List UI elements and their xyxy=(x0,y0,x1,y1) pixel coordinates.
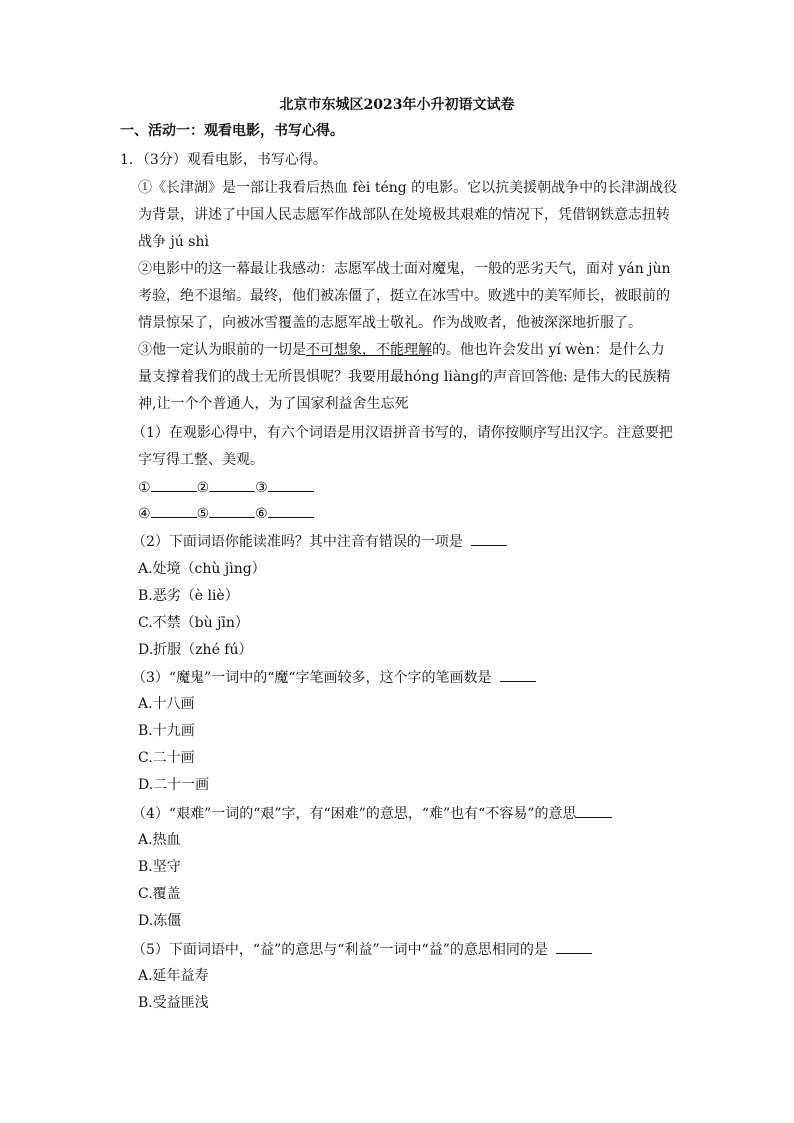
page-title: 北京市东城区2023年小升初语文试卷 xyxy=(279,97,515,113)
answer-blank[interactable] xyxy=(500,667,536,682)
answer-blank[interactable] xyxy=(471,531,507,546)
option: B.受益匪浅 xyxy=(138,995,209,1011)
passage-line: 情景惊呆了，向被冰雪覆盖的志愿军战士敬礼。作为战败者，他被深深地折服了。 xyxy=(138,315,642,331)
section-heading: 一、活动一：观看电影，书写心得。 xyxy=(120,123,344,139)
question-text: （3）“魔鬼”一词中的“魔“字笔画较多，这个字的笔画数是 xyxy=(132,670,492,686)
answer-blank[interactable] xyxy=(151,477,197,492)
question-text: （4）“艰难”一词的“艰”字，有“困难”的意思，“难”也有“不容易”的意思 xyxy=(132,806,577,822)
answer-blank[interactable] xyxy=(209,503,255,518)
answer-blank[interactable] xyxy=(556,939,592,954)
sub-question-4 xyxy=(132,803,612,824)
answer-row xyxy=(138,503,314,524)
option: D.冻僵 xyxy=(138,913,182,929)
option: B.十九画 xyxy=(138,723,195,739)
option: D.二十一画 xyxy=(138,777,210,793)
option: A.延年益寿 xyxy=(138,968,209,984)
sub-question-5 xyxy=(132,939,592,960)
answer-label: ① xyxy=(138,480,151,496)
passage-line: 战争 jú shì xyxy=(138,234,209,250)
option: A.处境（chù jìng） xyxy=(138,561,266,577)
answer-blank[interactable] xyxy=(268,477,314,492)
sub-question-1: （1）在观影心得中，有六个词语是用汉语拼音书写的，请你按顺序写出汉字。注意要把 xyxy=(132,425,673,441)
answer-label: ④ xyxy=(138,506,151,522)
answer-blank[interactable] xyxy=(268,503,314,518)
passage-line: ②电影中的这一幕最让我感动：志愿军战士面对魔鬼，一般的恶劣天气，面对 yán jùn xyxy=(138,261,671,277)
answer-label: ⑤ xyxy=(196,506,210,522)
answer-label: ③ xyxy=(255,480,268,496)
answer-blank[interactable] xyxy=(209,477,255,492)
answer-blank[interactable] xyxy=(151,503,197,518)
question-1-heading: 1．（3分）观看电影，书写心得。 xyxy=(120,152,327,168)
answer-label: ② xyxy=(196,480,210,496)
underlined-phrase: 不可想象，不能理解 xyxy=(306,342,432,358)
question-text: （5）下面词语中，“益”的意思与“利益”一词中“益”的意思相同的是 xyxy=(132,942,548,958)
passage-line: 为背景，讲述了中国人民志愿军作战部队在处境极其艰难的情况下，凭借钢铁意志扭转 xyxy=(138,207,670,223)
passage-line xyxy=(138,340,665,360)
sub-question-3 xyxy=(132,667,536,688)
option: C.二十画 xyxy=(138,750,195,766)
question-text: （2）下面词语你能读准吗？其中注音有错误的一项是 xyxy=(132,534,463,550)
answer-label: ⑥ xyxy=(255,506,268,522)
option: A.热血 xyxy=(138,832,181,848)
passage-text: 的。他也许会发出 yí wèn：是什么力 xyxy=(432,342,665,358)
sub-question-1-cont: 字写得工整、美观。 xyxy=(138,452,264,468)
option: A.十八画 xyxy=(138,696,195,712)
passage-line: ①《长津湖》是一部让我看后热血 fèi téng 的电影。它以抗美援朝战争中的长津湖战役 xyxy=(138,180,678,196)
option: B.恶劣（è liè） xyxy=(138,588,239,604)
option: C.覆盖 xyxy=(138,886,181,902)
option: C.不禁（bù jīn） xyxy=(138,615,249,631)
option: D.折服（zhé fú） xyxy=(138,642,253,658)
answer-blank[interactable] xyxy=(576,803,612,818)
sub-question-2 xyxy=(132,531,507,552)
passage-line: 量支撑着我们的战士无所畏惧呢？我要用最hóng liàng的声音回答他: 是伟大的民族精 xyxy=(138,369,671,385)
passage-text: ③他一定认为眼前的一切是 xyxy=(138,342,306,358)
passage-line: 考验，绝不退缩。最终，他们被冻僵了，挺立在冰雪中。败逃中的美军师长，被眼前的 xyxy=(138,288,670,304)
option: B.坚守 xyxy=(138,859,181,875)
answer-row xyxy=(138,477,314,498)
passage-line: 神,让一个个普通人，为了国家利益舍生忘死 xyxy=(138,396,409,412)
